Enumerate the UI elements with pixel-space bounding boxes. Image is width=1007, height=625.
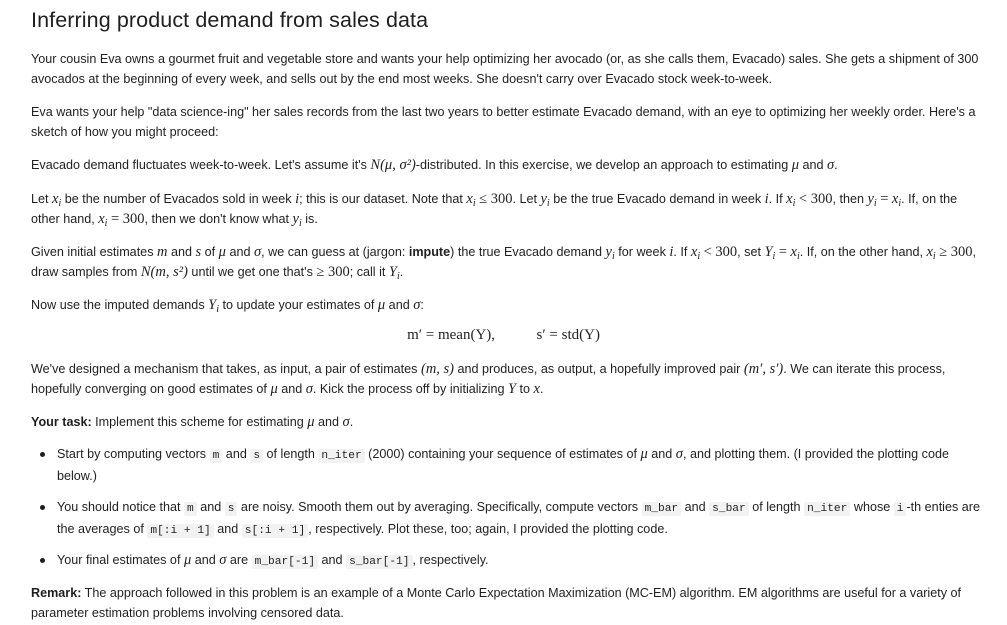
code-s: s <box>250 449 263 463</box>
text: , then <box>832 192 868 206</box>
sub-i: i <box>396 271 400 282</box>
text: . If, on the other hand, <box>31 192 958 226</box>
xi-math <box>52 191 61 207</box>
text: You should notice that <box>57 500 184 514</box>
sigma-math: σ <box>342 414 350 430</box>
text: Implement this scheme for estimating <box>91 415 308 429</box>
text: , then we don't know what <box>144 212 293 226</box>
equals: = <box>880 191 889 207</box>
Y-math: Y <box>507 381 517 397</box>
text: and <box>647 447 676 461</box>
distribution-paragraph <box>31 155 986 175</box>
sub-i: i <box>697 251 701 262</box>
var-y: y <box>867 191 874 207</box>
text: and <box>196 500 225 514</box>
update-paragraph <box>31 295 986 315</box>
pair-math: (m, s) <box>420 361 455 377</box>
ge300-math: ≥ 300 <box>939 244 973 260</box>
var-x: x <box>786 191 793 207</box>
text: , we can guess at (jargon: <box>261 245 409 259</box>
xi-math <box>98 211 107 227</box>
text: . If <box>768 192 787 206</box>
list-item <box>31 550 981 572</box>
text: and <box>798 158 827 172</box>
dataset-paragraph <box>31 189 986 229</box>
yi-math <box>540 191 549 207</box>
xi-math <box>926 244 935 260</box>
var-y: y <box>605 244 612 260</box>
list-item <box>31 444 981 486</box>
task-list <box>31 497 981 541</box>
text: The approach followed in this problem is an example of a Monte Carlo Expectation Maximization (MC-EM) algorithm. EM algorithms are useful for a variety of parameter estimation problems involving censored data. <box>31 586 962 620</box>
code-i: i <box>894 502 907 516</box>
text: to <box>516 382 534 396</box>
pair-new-math: (m′, s′) <box>743 361 784 377</box>
mu-math: μ <box>791 157 799 173</box>
var-x: x <box>891 191 899 207</box>
iteration-paragraph <box>31 359 986 399</box>
text: -distributed. In this exercise, we develop an approach to estimating <box>415 158 792 172</box>
code-n-iter: n_iter <box>318 449 364 463</box>
text: . <box>399 265 404 279</box>
request-paragraph <box>31 102 986 142</box>
text: -th enties are the averages of <box>57 500 980 536</box>
code-m-bar-last: m_bar[-1] <box>252 555 318 569</box>
text: whose <box>850 500 894 514</box>
equation-std: s′ = std(Y) <box>536 327 600 343</box>
sigma-math: σ <box>827 157 835 173</box>
sub-i: i <box>216 304 219 315</box>
xi-math <box>791 244 800 260</box>
var-Y: Y <box>764 244 773 260</box>
text: : <box>420 298 424 312</box>
text: . If, on the other hand, <box>799 245 927 259</box>
text: ; this is our dataset. Note that <box>299 192 467 206</box>
text: and <box>222 447 251 461</box>
text: . We can iterate this process, hopefully converging on good estimates of <box>31 362 946 396</box>
ge300-math: ≥ 300 <box>316 264 350 280</box>
xi-math <box>892 191 901 207</box>
request-text: Eva wants your help "data science-ing" her sales records from the last two years to better estimate Evacado demand, with an eye to optimizing her weekly order. Here's a sketch of how you might proceed: <box>31 105 976 139</box>
var-x: x <box>926 244 933 260</box>
i-math: i <box>669 244 674 260</box>
i-math: i <box>295 191 300 207</box>
text: , set <box>737 245 765 259</box>
equation-mean: m′ = mean(Y), <box>407 327 496 343</box>
text: be the number of Evacados sold in week <box>61 192 296 206</box>
le300-math: ≤ 300 <box>479 191 513 207</box>
xi-math <box>466 191 475 207</box>
text: , draw samples from <box>31 245 977 279</box>
text: are noisy. Smooth them out by averaging. Specifically, compute vectors <box>237 500 642 514</box>
text: and <box>385 298 414 312</box>
sub-i: i <box>898 198 902 209</box>
equals: = <box>778 244 788 260</box>
code-n-iter: n_iter <box>804 502 850 516</box>
text: , respectively. <box>412 553 489 567</box>
sigma-math: σ <box>219 552 227 568</box>
list-item <box>31 497 981 541</box>
text: and <box>314 415 343 429</box>
text: ; call it <box>349 265 389 279</box>
sigma-math: σ <box>253 244 262 260</box>
text: for week <box>614 245 670 259</box>
code-m: m <box>210 449 223 463</box>
text: until we get one that's <box>187 265 317 279</box>
var-x: x <box>690 244 698 260</box>
normal-distribution-math: N(μ, σ²) <box>370 157 416 173</box>
var-y: y <box>292 211 299 227</box>
text: . <box>539 382 544 396</box>
lt300-math: < 300 <box>703 244 738 260</box>
code-m-slice: m[:i + 1] <box>147 524 213 538</box>
text: and <box>167 245 196 259</box>
sub-i: i <box>772 251 776 262</box>
task-label: Your task: <box>31 415 92 429</box>
text: We've designed a mechanism that takes, as input, a pair of estimates <box>31 362 421 376</box>
text: . <box>834 158 838 172</box>
Yi-math <box>208 297 219 313</box>
remark-label: Remark: <box>31 586 82 600</box>
task-list <box>31 550 981 572</box>
text: . If <box>673 245 691 259</box>
impute-bold: impute <box>408 245 451 259</box>
sigma-math: σ <box>675 446 683 462</box>
task-paragraph <box>31 412 986 432</box>
text: of length <box>263 447 319 461</box>
text: , and plotting them. (I provided the plotting code below.) <box>57 447 949 483</box>
var-x: x <box>98 211 105 227</box>
code-s-bar: s_bar <box>709 502 749 516</box>
x-math: x <box>533 381 540 397</box>
sub-i: i <box>58 198 62 209</box>
text: Let <box>31 192 53 206</box>
code-m: m <box>184 502 197 516</box>
text: and produces, as output, a hopefully improved pair <box>454 362 744 376</box>
xi-math <box>691 244 700 260</box>
text: to update your estimates of <box>218 298 378 312</box>
text: and <box>681 500 710 514</box>
text: Your final estimates of <box>57 553 184 567</box>
lt300-math: < 300 <box>798 191 833 207</box>
m-math: m <box>157 244 168 260</box>
mu-math: μ <box>307 414 315 430</box>
yi-math <box>867 191 876 207</box>
text: and <box>213 522 242 536</box>
text: . Let <box>512 192 541 206</box>
var-x: x <box>52 191 59 207</box>
text: Now use the imputed demands <box>31 298 209 312</box>
sub-i: i <box>796 251 800 262</box>
sub-i: i <box>546 198 550 209</box>
intro-text: Your cousin Eva owns a gourmet fruit and vegetable store and wants your help optimizing her avocado (or, as she calls them, Evacado) sales. She gets a shipment of 300 avocados at the beginning of every week, and sells out by the end most weeks. She doesn't carry over Evacado stock week-to-week. <box>31 52 979 86</box>
mu-math: μ <box>377 297 386 313</box>
task-list <box>31 444 981 486</box>
s-math: s <box>195 244 202 260</box>
sigma-math: σ <box>305 381 313 397</box>
var-x: x <box>790 244 797 260</box>
page-title: Inferring product demand from sales data <box>31 8 429 32</box>
text: be the true Evacado demand in week <box>549 192 765 206</box>
code-s: s <box>225 502 238 516</box>
mu-math: μ <box>270 381 278 397</box>
code-s-bar-last: s_bar[-1] <box>346 555 412 569</box>
text: and <box>225 245 254 259</box>
sub-i: i <box>792 198 796 209</box>
text: ) the true Evacado demand <box>450 245 606 259</box>
sub-i: i <box>104 218 108 229</box>
mu-math: μ <box>218 244 226 260</box>
var-Y: Y <box>208 297 217 313</box>
text: Given initial estimates <box>31 245 157 259</box>
sub-i: i <box>873 198 877 209</box>
text: (2000) containing your sequence of estimates of <box>364 447 641 461</box>
text: of <box>201 245 219 259</box>
yi-math <box>293 211 302 227</box>
yi-math <box>606 244 615 260</box>
mu-math: μ <box>640 446 648 462</box>
text: Evacado demand fluctuates week-to-week. Let's assume it's <box>31 158 371 172</box>
sub-i: i <box>932 251 936 262</box>
text: and <box>191 553 220 567</box>
sub-i: i <box>472 198 476 209</box>
text: is. <box>301 212 318 226</box>
code-s-slice: s[:i + 1] <box>242 524 308 538</box>
sub-i: i <box>298 218 302 229</box>
imputation-paragraph <box>31 242 986 282</box>
text: of length <box>748 500 805 514</box>
text: , respectively. Plot these, too; again, I provided the plotting code. <box>308 522 668 536</box>
text: and <box>277 382 306 396</box>
text: and <box>318 553 347 567</box>
text: . Kick the process off by initializing <box>312 382 508 396</box>
sub-i: i <box>611 251 615 262</box>
eq300-math: = 300 <box>110 211 145 227</box>
var-Y: Y <box>388 264 397 280</box>
remark-paragraph <box>31 583 986 623</box>
var-y: y <box>540 191 547 207</box>
normal-ms-math: N(m, s²) <box>140 264 188 280</box>
xi-math <box>786 191 795 207</box>
text: . <box>349 415 354 429</box>
intro-paragraph <box>31 49 986 89</box>
Yi-math <box>764 244 775 260</box>
i-math: i <box>764 191 769 207</box>
code-m-bar: m_bar <box>642 502 682 516</box>
var-x: x <box>466 191 473 207</box>
mu-math: μ <box>183 552 192 568</box>
sigma-math: σ <box>413 297 421 313</box>
Yi-math <box>389 264 400 280</box>
text: Start by computing vectors <box>57 447 210 461</box>
update-equation <box>0 325 1007 345</box>
text: are <box>226 553 252 567</box>
